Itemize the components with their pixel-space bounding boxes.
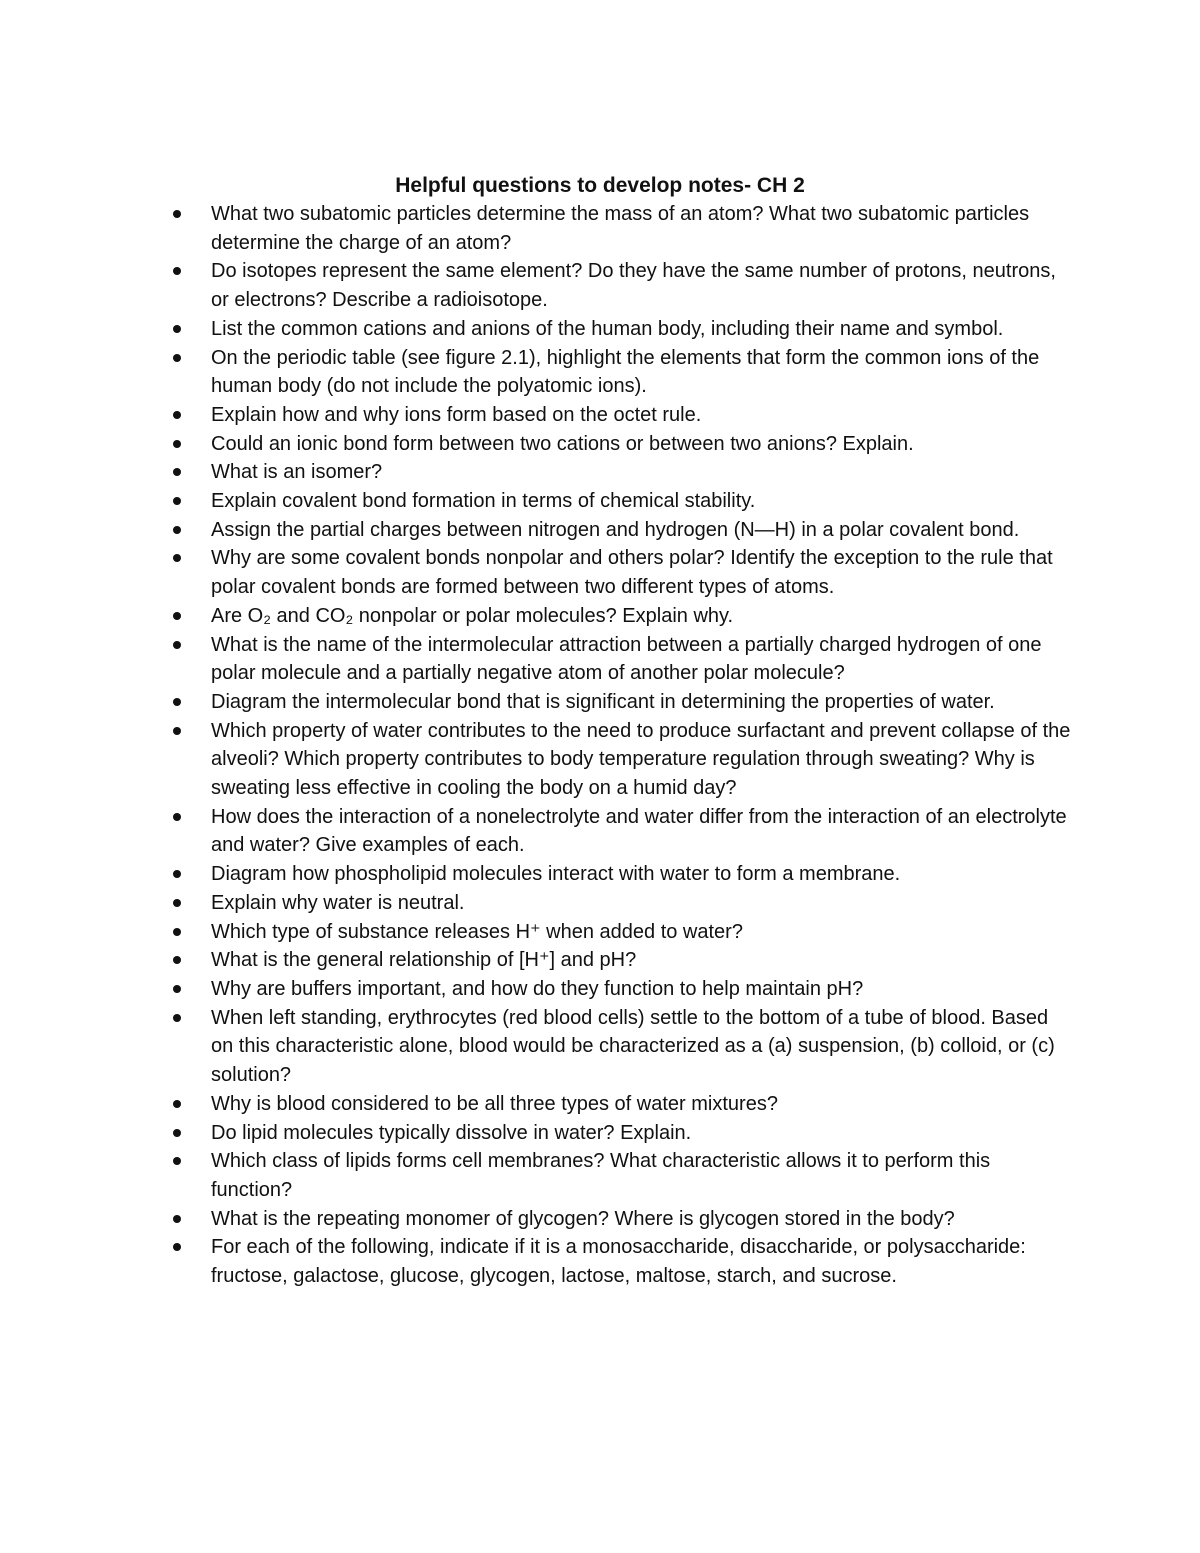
bullet-icon [173, 641, 181, 649]
question-item [211, 1233, 1071, 1290]
question-item [211, 401, 1071, 430]
question-text: How does the interaction of a nonelectrolyte and water differ from the interaction of an electrolyte and water? Give examples of each. [211, 805, 1067, 857]
question-text: For each of the following, indicate if it is a monosaccharide, disaccharide, or polysaccharide: fructose, galactose, glucose, glycogen, lactose, maltose, starch, and sucrose. [211, 1236, 1026, 1288]
bullet-icon [173, 1129, 181, 1137]
question-text: Which type of substance releases H⁺ when added to water? [211, 920, 743, 943]
question-text: Do isotopes represent the same element? Do they have the same number of protons, neutrons, or electrons? Describe a radioisotope. [211, 260, 1056, 312]
bullet-icon [173, 468, 181, 476]
question-item [211, 918, 1071, 947]
question-item [211, 200, 1071, 257]
question-item [211, 717, 1071, 803]
question-text: Why are buffers important, and how do they function to help maintain pH? [211, 977, 864, 1000]
question-item [211, 860, 1071, 889]
question-text: Explain how and why ions form based on the octet rule. [211, 403, 702, 426]
question-text: What is the name of the intermolecular attraction between a partially charged hydrogen of one polar molecule and a partially negative atom of another polar molecule? [211, 633, 1042, 685]
question-text: Are O₂ and CO₂ nonpolar or polar molecules? Explain why. [211, 604, 734, 627]
bullet-icon [173, 727, 181, 735]
bullet-icon [173, 526, 181, 534]
question-text: Why are some covalent bonds nonpolar and others polar? Identify the exception to the rule that polar covalent bonds are formed between two different types of atoms. [211, 547, 1053, 599]
question-item [211, 1205, 1071, 1234]
question-item [211, 803, 1071, 860]
question-item [211, 430, 1071, 459]
question-text: Do lipid molecules typically dissolve in water? Explain. [211, 1121, 692, 1144]
question-text: What two subatomic particles determine the mass of an atom? What two subatomic particles determine the charge of an atom? [211, 203, 1030, 254]
bullet-icon [173, 1157, 181, 1165]
question-item [211, 487, 1071, 516]
bullet-icon [173, 985, 181, 993]
bullet-icon [173, 1100, 181, 1108]
question-item [211, 344, 1071, 401]
bullet-icon [173, 1243, 181, 1251]
question-item [211, 1119, 1071, 1148]
bullet-icon [173, 440, 181, 448]
question-text: Could an ionic bond form between two cations or between two anions? Explain. [211, 432, 914, 455]
bullet-icon [173, 210, 181, 218]
bullet-icon [173, 612, 181, 620]
bullet-icon [173, 411, 181, 419]
bullet-icon [173, 325, 181, 333]
bullet-icon [173, 497, 181, 505]
question-text: On the periodic table (see figure 2.1), highlight the elements that form the common ions of the human body (do not include the polyatomic ions). [211, 346, 1040, 398]
question-text: What is an isomer? [211, 461, 383, 484]
question-text: Which class of lipids forms cell membranes? What characteristic allows it to perform this function? [211, 1150, 991, 1201]
question-item [211, 516, 1071, 545]
bullet-icon [173, 928, 181, 936]
question-text: Which property of water contributes to the need to produce surfactant and prevent collapse of the alveoli? Which property contributes to body temperature regulation through sweating? Why is sweating less effective in cooling the body on a humid day? [211, 719, 1071, 800]
bullet-icon [173, 870, 181, 878]
question-item [211, 544, 1071, 601]
bullet-icon [173, 813, 181, 821]
question-text: Diagram how phospholipid molecules interact with water to form a membrane. [211, 863, 901, 886]
question-text: When left standing, erythrocytes (red blood cells) settle to the bottom of a tube of blood. Based on this characteristic alone, blood would be characterized as a (a) suspension, (b) colloid, or (c) solution? [211, 1006, 1055, 1087]
question-item [211, 458, 1071, 487]
bullet-icon [173, 1014, 181, 1022]
question-item [211, 1147, 1071, 1204]
question-text: Why is blood considered to be all three types of water mixtures? [211, 1092, 778, 1115]
question-text: What is the general relationship of [H⁺] and pH? [211, 949, 637, 972]
question-item [211, 631, 1071, 688]
question-text: Assign the partial charges between nitrogen and hydrogen (N—H) in a polar covalent bond. [211, 518, 1020, 541]
question-text: Explain covalent bond formation in terms of chemical stability. [211, 490, 756, 513]
bullet-icon [173, 354, 181, 362]
bullet-icon [173, 698, 181, 706]
question-item [211, 315, 1071, 344]
question-item [211, 975, 1071, 1004]
bullet-icon [173, 554, 181, 562]
questions-list [211, 200, 1071, 1291]
bullet-icon [173, 956, 181, 964]
question-text: List the common cations and anions of the human body, including their name and symbol. [211, 317, 1004, 340]
question-item [211, 1004, 1071, 1090]
question-item [211, 1090, 1071, 1119]
bullet-icon [173, 267, 181, 275]
question-item [211, 688, 1071, 717]
question-text: Explain why water is neutral. [211, 891, 465, 914]
question-item [211, 602, 1071, 631]
question-text: Diagram the intermolecular bond that is significant in determining the properties of water. [211, 690, 995, 713]
bullet-icon [173, 899, 181, 907]
question-text: What is the repeating monomer of glycogen? Where is glycogen stored in the body? [211, 1207, 955, 1230]
question-item [211, 257, 1071, 314]
document-title: Helpful questions to develop notes- CH 2 [395, 174, 805, 197]
question-item [211, 946, 1071, 975]
question-item [211, 889, 1071, 918]
bullet-icon [173, 1215, 181, 1223]
